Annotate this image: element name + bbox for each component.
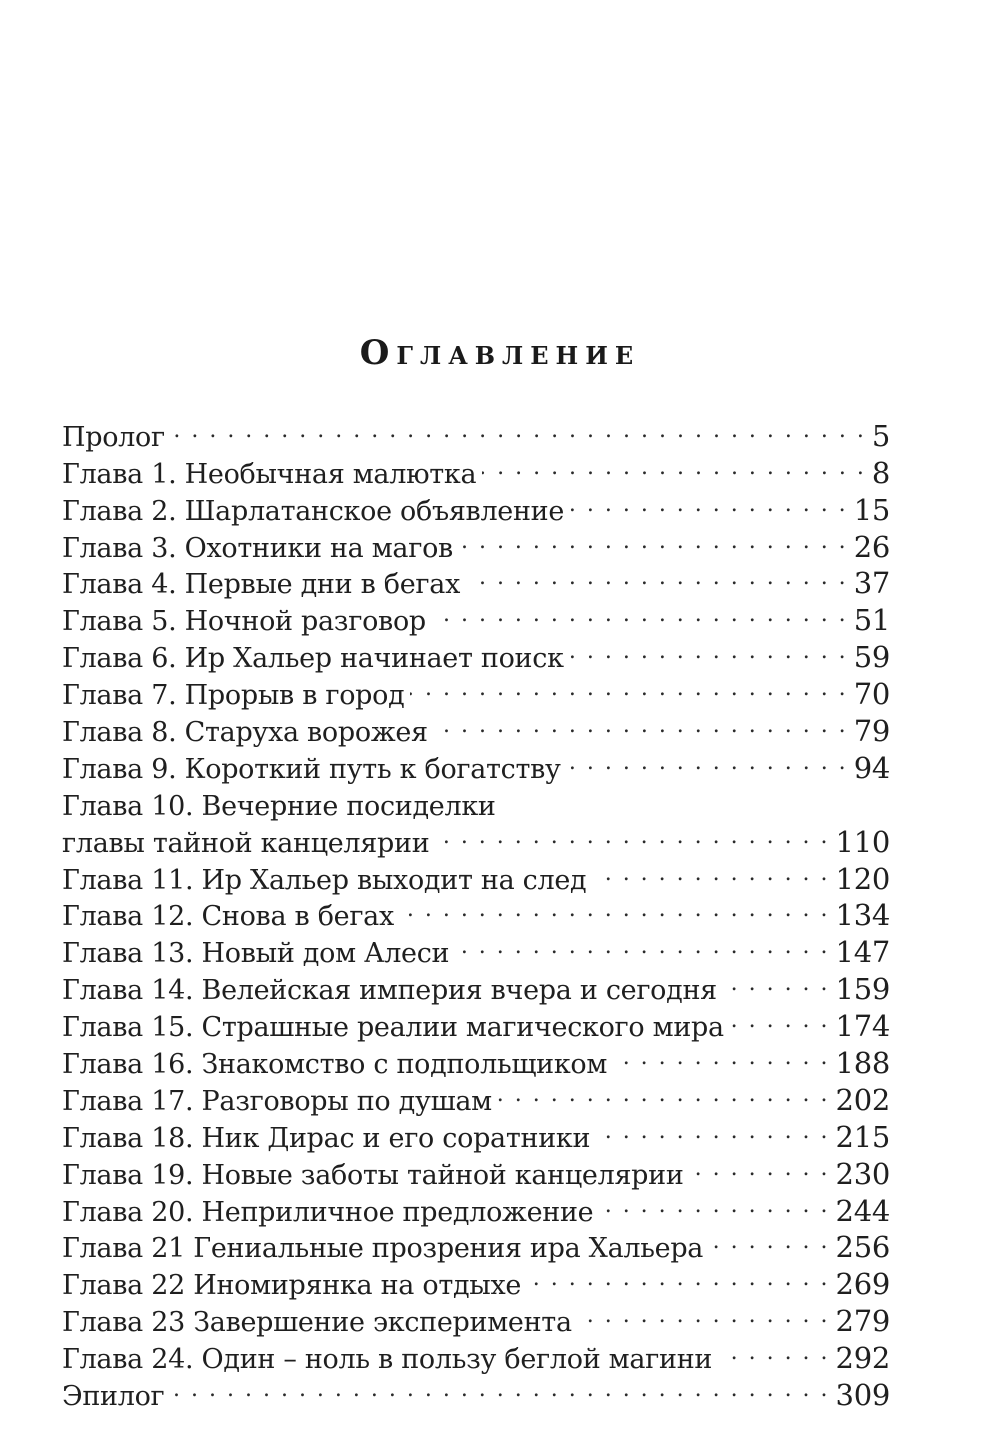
- toc-entry-title: Глава 12. Снова в бегах: [62, 901, 394, 933]
- toc-entry-title: Глава 13. Новый дом Алеси: [62, 938, 450, 970]
- toc-entry-title: Глава 5. Ночной разговор: [62, 606, 426, 638]
- toc-dot-leader: [578, 1294, 830, 1331]
- toc-entry-title: Глава 1. Необычная малютка: [62, 458, 477, 490]
- toc-entry: [62, 409, 890, 453]
- toc-entry-title: Глава 21 Гениальные прозрения ира Хальера: [62, 1233, 704, 1265]
- toc-entry-title: Глава 10. Вечерние посиделки: [62, 790, 496, 822]
- toc-entry-title: Глава 9. Короткий путь к богатству: [62, 753, 561, 785]
- toc-entry-page: 174: [835, 1009, 890, 1044]
- toc-dot-leader: [570, 483, 848, 520]
- toc-entry-page: 8: [871, 455, 890, 490]
- toc-entry-page: 309: [835, 1378, 890, 1413]
- toc-entry-title: Глава 19. Новые заботы тайной канцелярии: [62, 1159, 684, 1191]
- toc-entry-page: 147: [835, 935, 890, 970]
- toc-entry-title: Пролог: [62, 421, 165, 453]
- toc-entry-page: 59: [853, 640, 890, 675]
- toc-entry-page: 110: [835, 824, 890, 859]
- toc-title: Оглавление: [359, 333, 641, 373]
- toc-entry: [62, 446, 890, 490]
- toc-entry-page: 51: [853, 603, 890, 638]
- toc-entry-page: 70: [853, 677, 890, 712]
- toc-dot-leader: [596, 1110, 829, 1147]
- toc-dot-leader: [690, 1147, 830, 1184]
- toc-dot-leader: [435, 815, 829, 852]
- toc-dot-leader: [613, 1036, 829, 1073]
- toc-entry-title: Глава 6. Ир Хальер начинает поиск: [62, 643, 564, 675]
- toc-entry-page: 230: [835, 1156, 890, 1191]
- toc-entry-title: Глава 16. Знакомство с подпольщиком: [62, 1049, 608, 1081]
- toc-dot-leader: [482, 446, 866, 483]
- toc-dot-leader: [459, 520, 848, 557]
- toc-entry-title: Глава 18. Ник Дирас и его соратники: [62, 1122, 591, 1154]
- toc-entry-page: 5: [871, 418, 890, 453]
- toc-entry-page: 79: [853, 714, 890, 749]
- toc-dot-leader: [570, 630, 848, 667]
- toc-entry-page: 134: [835, 898, 890, 933]
- toc-entry-title: Эпилог: [62, 1381, 165, 1413]
- toc-dot-leader: [527, 1257, 829, 1294]
- toc-entry-title: Глава 8. Старуха ворожея: [62, 717, 428, 749]
- toc-entry-page: 269: [835, 1267, 890, 1302]
- toc-entry-title: Глава 7. Прорыв в город: [62, 680, 405, 712]
- toc-dot-leader: [592, 852, 829, 889]
- toc-entry-page: 15: [853, 492, 890, 527]
- toc-dot-leader: [723, 962, 830, 999]
- toc-entry-page: 159: [835, 972, 890, 1007]
- toc-dot-leader: [434, 704, 848, 741]
- toc-entry-page: 120: [835, 861, 890, 896]
- toc-dot-leader: [498, 1073, 830, 1110]
- toc-entry: [62, 1368, 890, 1413]
- toc-entry-title: Глава 24. Один – ноль в пользу беглой магини: [62, 1344, 713, 1376]
- toc-dot-leader: [730, 999, 830, 1036]
- toc-entry-title: главы тайной канцелярии: [62, 827, 430, 859]
- toc-entry-title: Глава 15. Страшные реалии магического мира: [62, 1012, 724, 1044]
- toc-dot-leader: [466, 557, 848, 594]
- toc-entry-title: Глава 2. Шарлатанское объявление: [62, 495, 565, 527]
- toc-dot-leader: [432, 593, 848, 630]
- toc-dot-leader: [400, 889, 830, 926]
- toc-entry-page: 256: [835, 1230, 890, 1265]
- toc-entry-page: 292: [835, 1341, 890, 1376]
- toc-entry-title: Глава 3. Охотники на магов: [62, 532, 453, 564]
- toc-entry-title: Глава 17. Разговоры по душам: [62, 1085, 492, 1117]
- toc-entry-page: 37: [853, 566, 890, 601]
- toc-dot-leader: [455, 925, 829, 962]
- toc-entry-page: 94: [853, 750, 890, 785]
- toc-entry-title: Глава 14. Велейская империя вчера и сегодня: [62, 975, 717, 1007]
- toc-entry-title: Глава 20. Неприличное предложение: [62, 1196, 594, 1228]
- toc-dot-leader: [170, 1368, 829, 1405]
- toc-entry-title: Глава 4. Первые дни в бегах: [62, 569, 460, 601]
- toc-list: [62, 409, 890, 1413]
- toc-entry-title: Глава 23 Завершение эксперимента: [62, 1307, 572, 1339]
- toc-dot-leader: [718, 1331, 829, 1368]
- toc-entry-page: 202: [835, 1082, 890, 1117]
- toc-entry-page: 244: [835, 1193, 890, 1228]
- toc-entry-page: 279: [835, 1304, 890, 1339]
- toc-dot-leader: [567, 741, 848, 778]
- toc-dot-leader: [709, 1221, 829, 1258]
- toc-entry-title: Глава 11. Ир Хальер выходит на след: [62, 864, 587, 896]
- toc-dot-leader: [171, 409, 866, 446]
- toc-entry-title: Глава 22 Иномирянка на отдыхе: [62, 1270, 522, 1302]
- toc-dot-leader: [599, 1184, 829, 1221]
- toc-entry-page: 188: [835, 1046, 890, 1081]
- toc-entry-page: 26: [853, 529, 890, 564]
- toc-entry-page: 215: [835, 1119, 890, 1154]
- toc-dot-leader: [410, 667, 847, 704]
